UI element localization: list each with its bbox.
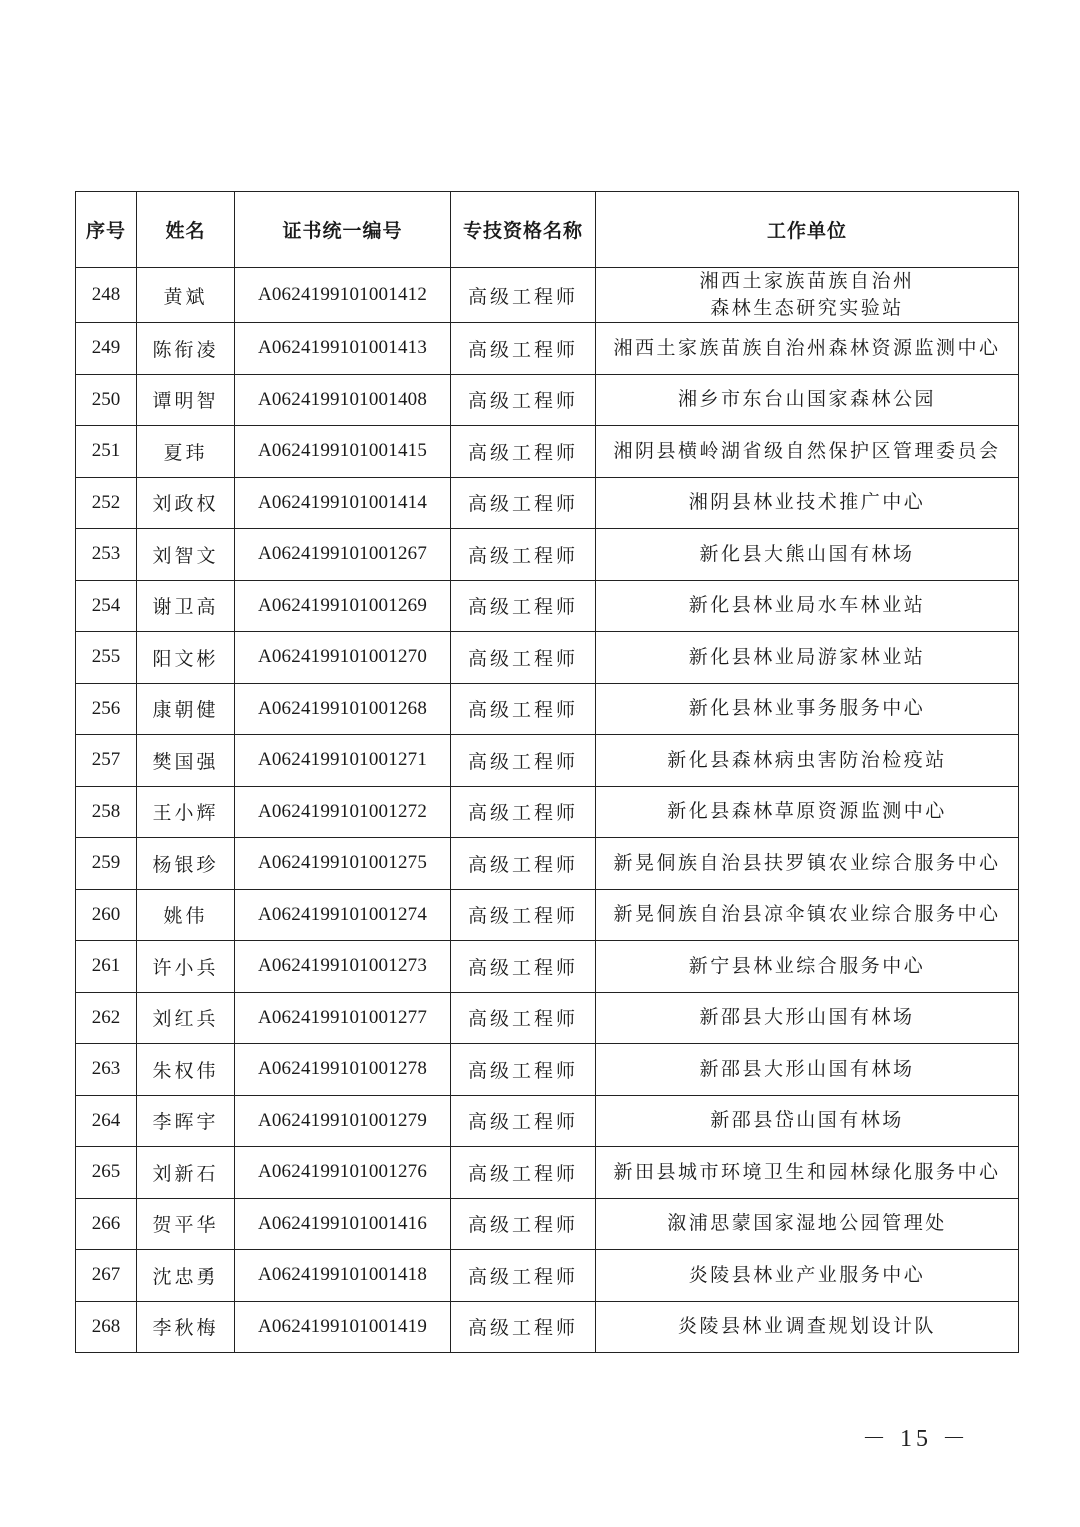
row-work-unit-cell	[596, 323, 1019, 375]
row-qualification-cell: 高级工程师	[451, 374, 596, 426]
row-name-cell: 王小辉	[137, 786, 235, 838]
row-cert-number-cell: A0624199101001274	[235, 889, 451, 941]
row-work-unit-cell	[596, 529, 1019, 581]
work-unit-line: 新晃侗族自治县扶罗镇农业综合服务中心	[613, 851, 1001, 874]
row-qualification-cell: 高级工程师	[451, 426, 596, 478]
table-row	[76, 1301, 1019, 1353]
row-name-cell: 阳文彬	[137, 632, 235, 684]
row-qualification-cell: 高级工程师	[451, 786, 596, 838]
page-number: － 15 －	[862, 1426, 970, 1452]
row-cert-number-cell: A0624199101001278	[235, 1044, 451, 1096]
row-work-unit-cell	[596, 735, 1019, 787]
row-name-cell: 夏玮	[137, 426, 235, 478]
row-name-cell: 黄斌	[137, 268, 235, 323]
row-seq-cell: 264	[76, 1095, 137, 1147]
row-cert-number-cell: A0624199101001276	[235, 1147, 451, 1199]
row-name-cell: 李秋梅	[137, 1301, 235, 1353]
row-seq-cell: 251	[76, 426, 137, 478]
work-unit-line: 新邵县大形山国有林场	[699, 1057, 915, 1080]
work-unit-line: 湘乡市东台山国家森林公园	[677, 388, 936, 411]
row-name-cell: 康朝健	[137, 683, 235, 735]
work-unit-line: 新晃侗族自治县凉伞镇农业综合服务中心	[613, 903, 1001, 926]
row-qualification-cell: 高级工程师	[451, 632, 596, 684]
row-work-unit-cell	[596, 838, 1019, 890]
work-unit-line: 湘西土家族苗族自治州森林资源监测中心	[613, 336, 1001, 359]
work-unit-line: 湘阴县林业技术推广中心	[688, 491, 926, 514]
table-row	[76, 838, 1019, 890]
row-work-unit-cell	[596, 1147, 1019, 1199]
row-qualification-cell: 高级工程师	[451, 1250, 596, 1302]
row-name-cell: 许小兵	[137, 941, 235, 993]
row-work-unit-cell	[596, 1044, 1019, 1096]
row-work-unit-cell	[596, 1095, 1019, 1147]
row-qualification-cell: 高级工程师	[451, 735, 596, 787]
row-cert-number-cell: A0624199101001408	[235, 374, 451, 426]
row-seq-cell: 260	[76, 889, 137, 941]
table-row	[76, 735, 1019, 787]
row-seq-cell: 252	[76, 477, 137, 529]
work-unit-line: 新化县林业事务服务中心	[688, 697, 926, 720]
work-unit-line: 新邵县岱山国有林场	[710, 1109, 904, 1132]
certificate-roster-table	[75, 191, 1019, 1353]
table-header-row	[76, 192, 1019, 268]
row-qualification-cell: 高级工程师	[451, 838, 596, 890]
row-cert-number-cell: A0624199101001416	[235, 1198, 451, 1250]
row-qualification-cell: 高级工程师	[451, 477, 596, 529]
row-qualification-cell: 高级工程师	[451, 323, 596, 375]
row-name-cell: 刘智文	[137, 529, 235, 581]
work-unit-line: 新宁县林业综合服务中心	[688, 954, 926, 977]
table-row	[76, 1044, 1019, 1096]
table-row	[76, 786, 1019, 838]
row-name-cell: 沈忠勇	[137, 1250, 235, 1302]
work-unit-line: 炎陵县林业调查规划设计队	[677, 1315, 936, 1338]
row-cert-number-cell: A0624199101001413	[235, 323, 451, 375]
header-work-unit: 工作单位	[596, 192, 1019, 268]
table-row	[76, 1095, 1019, 1147]
row-cert-number-cell: A0624199101001412	[235, 268, 451, 323]
row-qualification-cell: 高级工程师	[451, 683, 596, 735]
row-name-cell: 刘红兵	[137, 992, 235, 1044]
row-work-unit-cell	[596, 1250, 1019, 1302]
header-qualification: 专技资格名称	[451, 192, 596, 268]
row-seq-cell: 253	[76, 529, 137, 581]
row-seq-cell: 249	[76, 323, 137, 375]
row-name-cell: 李晖宇	[137, 1095, 235, 1147]
row-work-unit-cell	[596, 1198, 1019, 1250]
row-cert-number-cell: A0624199101001269	[235, 580, 451, 632]
header-cert-number: 证书统一编号	[235, 192, 451, 268]
row-work-unit-cell	[596, 580, 1019, 632]
row-seq-cell: 268	[76, 1301, 137, 1353]
header-seq: 序号	[76, 192, 137, 268]
row-cert-number-cell: A0624199101001270	[235, 632, 451, 684]
work-unit-line: 新化县森林病虫害防治检疫站	[667, 748, 947, 771]
row-qualification-cell: 高级工程师	[451, 580, 596, 632]
row-seq-cell: 257	[76, 735, 137, 787]
row-cert-number-cell: A0624199101001277	[235, 992, 451, 1044]
work-unit-line: 森林生态研究实验站	[710, 297, 904, 319]
row-qualification-cell: 高级工程师	[451, 1301, 596, 1353]
row-qualification-cell: 高级工程师	[451, 268, 596, 323]
row-name-cell: 姚伟	[137, 889, 235, 941]
row-work-unit-cell	[596, 941, 1019, 993]
row-seq-cell: 265	[76, 1147, 137, 1199]
row-cert-number-cell: A0624199101001279	[235, 1095, 451, 1147]
work-unit-line: 新邵县大形山国有林场	[699, 1006, 915, 1029]
table-body	[76, 268, 1019, 1353]
row-work-unit-cell	[596, 889, 1019, 941]
row-name-cell: 樊国强	[137, 735, 235, 787]
row-cert-number-cell: A0624199101001418	[235, 1250, 451, 1302]
row-work-unit-cell	[596, 786, 1019, 838]
work-unit-line: 湘西土家族苗族自治州	[699, 270, 915, 292]
row-work-unit-cell	[596, 632, 1019, 684]
table-row	[76, 1198, 1019, 1250]
row-work-unit-cell	[596, 992, 1019, 1044]
row-name-cell: 杨银珍	[137, 838, 235, 890]
row-seq-cell: 261	[76, 941, 137, 993]
row-qualification-cell: 高级工程师	[451, 889, 596, 941]
row-seq-cell: 258	[76, 786, 137, 838]
row-name-cell: 贺平华	[137, 1198, 235, 1250]
table-row	[76, 683, 1019, 735]
row-work-unit-cell	[596, 683, 1019, 735]
row-seq-cell: 259	[76, 838, 137, 890]
row-cert-number-cell: A0624199101001273	[235, 941, 451, 993]
table-row	[76, 323, 1019, 375]
row-seq-cell: 262	[76, 992, 137, 1044]
work-unit-line: 新化县林业局游家林业站	[688, 645, 926, 668]
row-qualification-cell: 高级工程师	[451, 529, 596, 581]
row-seq-cell: 263	[76, 1044, 137, 1096]
row-cert-number-cell: A0624199101001272	[235, 786, 451, 838]
row-qualification-cell: 高级工程师	[451, 941, 596, 993]
row-work-unit-cell	[596, 1301, 1019, 1353]
row-seq-cell: 254	[76, 580, 137, 632]
table-row	[76, 1147, 1019, 1199]
row-work-unit-cell	[596, 477, 1019, 529]
table-row	[76, 1250, 1019, 1302]
table-row	[76, 374, 1019, 426]
work-unit-line: 湘阴县横岭湖省级自然保护区管理委员会	[613, 439, 1001, 462]
work-unit-line: 新化县大熊山国有林场	[699, 542, 915, 565]
row-cert-number-cell: A0624199101001415	[235, 426, 451, 478]
table-row	[76, 268, 1019, 323]
work-unit-line: 溆浦思蒙国家湿地公园管理处	[667, 1212, 947, 1235]
row-seq-cell: 267	[76, 1250, 137, 1302]
row-name-cell: 刘政权	[137, 477, 235, 529]
work-unit-line: 新田县城市环境卫生和园林绿化服务中心	[613, 1160, 1001, 1183]
row-name-cell: 刘新石	[137, 1147, 235, 1199]
table-row	[76, 477, 1019, 529]
row-work-unit-cell	[596, 426, 1019, 478]
row-qualification-cell: 高级工程师	[451, 1198, 596, 1250]
row-seq-cell: 266	[76, 1198, 137, 1250]
table-row	[76, 632, 1019, 684]
row-name-cell: 谭明智	[137, 374, 235, 426]
row-work-unit-cell	[596, 374, 1019, 426]
row-qualification-cell: 高级工程师	[451, 1095, 596, 1147]
row-seq-cell: 248	[76, 268, 137, 323]
table-row	[76, 889, 1019, 941]
row-cert-number-cell: A0624199101001271	[235, 735, 451, 787]
row-cert-number-cell: A0624199101001268	[235, 683, 451, 735]
header-name: 姓名	[137, 192, 235, 268]
row-seq-cell: 255	[76, 632, 137, 684]
row-cert-number-cell: A0624199101001267	[235, 529, 451, 581]
row-qualification-cell: 高级工程师	[451, 1147, 596, 1199]
work-unit-line: 新化县林业局水车林业站	[688, 594, 926, 617]
row-name-cell: 朱权伟	[137, 1044, 235, 1096]
work-unit-line: 新化县森林草原资源监测中心	[667, 800, 947, 823]
row-qualification-cell: 高级工程师	[451, 1044, 596, 1096]
row-cert-number-cell: A0624199101001419	[235, 1301, 451, 1353]
row-cert-number-cell: A0624199101001275	[235, 838, 451, 890]
table-row	[76, 992, 1019, 1044]
table-row	[76, 529, 1019, 581]
table-row	[76, 426, 1019, 478]
row-qualification-cell: 高级工程师	[451, 992, 596, 1044]
row-work-unit-cell	[596, 268, 1019, 323]
table-row	[76, 580, 1019, 632]
row-seq-cell: 256	[76, 683, 137, 735]
row-cert-number-cell: A0624199101001414	[235, 477, 451, 529]
row-name-cell: 谢卫高	[137, 580, 235, 632]
row-seq-cell: 250	[76, 374, 137, 426]
work-unit-line: 炎陵县林业产业服务中心	[688, 1263, 926, 1286]
table-row	[76, 941, 1019, 993]
row-name-cell: 陈衔凌	[137, 323, 235, 375]
